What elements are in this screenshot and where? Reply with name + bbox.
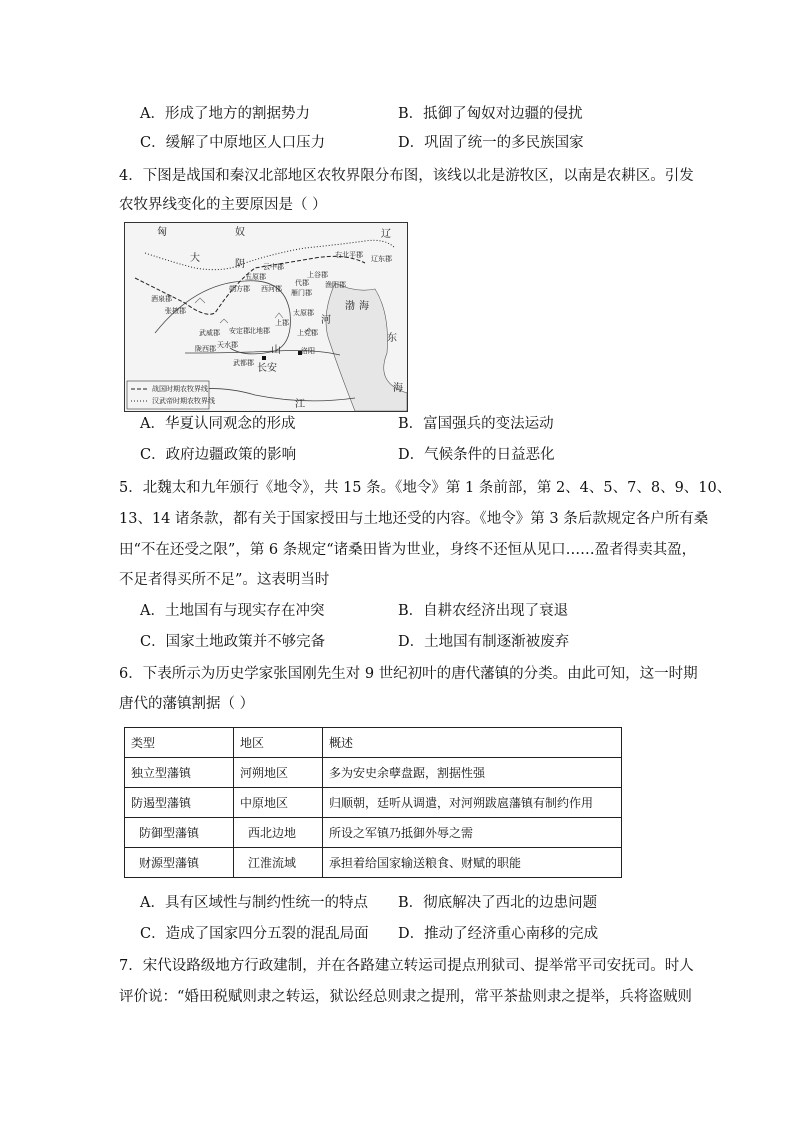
- q4-map-figure: [124, 222, 408, 412]
- table-header-cell: 概述: [323, 728, 622, 758]
- map-label-da: 大: [190, 253, 200, 264]
- map-label-wuwei: 武威郡: [199, 329, 220, 337]
- table-row: [125, 818, 622, 848]
- q5-stem-line-2: 13、14 诸条款，都有关于国家授田与土地还受的内容。《地令》第 3 条后款规定各户所有桑: [119, 511, 709, 527]
- q6-stem-line-1: 6．下表所示为历史学家张国刚先生对 9 世纪初叶的唐代藩镇的分类。由此可知，这一时期: [119, 666, 698, 682]
- table-cell: 独立型藩镇: [125, 758, 234, 788]
- map-legend-han: 汉武帝时期农牧界线: [152, 397, 215, 405]
- q5-stem-line-3: 田“不在还受之限”，第 6 条规定“诸桑田皆为世业，身终不还恒从见口……盈者得卖其盈，: [119, 542, 697, 558]
- q4-option-d: D．气候条件的日益恶化: [398, 447, 555, 463]
- map-label-yanmen: 雁门郡: [291, 289, 312, 297]
- map-label-zhangye: 张掖郡: [165, 307, 186, 315]
- map-label-xiong: 匈: [157, 227, 167, 238]
- map-label-nu: 奴: [235, 227, 245, 238]
- map-label-anding: 安定郡: [229, 327, 250, 335]
- map-label-taiyuan: 太原郡: [293, 309, 314, 317]
- q7-stem-line-1: 7．宋代设路级地方行政建制，并在各路建立转运司提点刑狱司、提举常平司安抚司。时人: [119, 958, 694, 974]
- map-label-changan: 长安: [257, 363, 277, 374]
- table-cell: 归顺朝，廷听从调遣，对河朔跋扈藩镇有制约作用: [323, 788, 622, 818]
- map-label-yunzhong: 云中郡: [263, 263, 284, 271]
- map-legend-warring-states: 战国时期农牧界线: [152, 385, 208, 393]
- table-cell: 多为安史余孽盘踞，割据性强: [323, 758, 622, 788]
- table-cell: 财源型藩镇: [125, 848, 234, 878]
- q5-stem-line-4: 不足者得买所不足”。这表明当时: [119, 572, 330, 588]
- map-label-jiuquan: 酒泉郡: [151, 295, 172, 303]
- q6-option-d: D．推动了经济重心南移的完成: [398, 926, 599, 942]
- q5-option-c: C．国家土地政策并不够完备: [140, 634, 326, 650]
- map-label-youbeiping: 右北平郡: [335, 251, 363, 259]
- q5-option-a: A．土地国有与现实存在冲突: [140, 603, 325, 619]
- map-label-wudu: 武都郡: [233, 359, 254, 367]
- table-header-cell: 类型: [125, 728, 234, 758]
- q6-option-a: A．具有区域性与制约性统一的特点: [140, 895, 368, 911]
- map-label-daijun: 代郡: [295, 279, 309, 287]
- q5-option-b: B．自耕农经济出现了衰退: [398, 603, 569, 619]
- table-cell: 西北边地: [234, 818, 323, 848]
- table-row: [125, 788, 622, 818]
- map-label-shangdang: 上党郡: [297, 329, 318, 337]
- table-cell: 承担着给国家输送粮食、财赋的职能: [323, 848, 622, 878]
- map-label-beidi: 北地郡: [249, 327, 270, 335]
- map-label-xihe: 西河郡: [261, 285, 282, 293]
- q5-stem-line-1: 5．北魏太和九年颁行《地令》，共 15 条。《地令》第 1 条前部，第 2、4、5、7、8、9、10、: [119, 480, 732, 496]
- q3-option-c: C．缓解了中原地区人口压力: [140, 135, 326, 151]
- q4-stem-line-2: 农牧界线变化的主要原因是（ ）: [119, 197, 327, 213]
- q4-option-c: C．政府边疆政策的影响: [140, 447, 297, 463]
- map-label-liao: 辽: [381, 229, 391, 240]
- table-header-cell: 地区: [234, 728, 323, 758]
- map-label-shuofang: 朔方郡: [229, 285, 250, 293]
- table-cell: 防御型藩镇: [125, 818, 234, 848]
- map-label-shan: 山: [271, 345, 281, 356]
- map-drawing: [125, 223, 407, 411]
- map-label-shangjun: 上郡: [275, 319, 289, 327]
- map-label-shanggu: 上谷郡: [307, 271, 328, 279]
- fanzhen-classification-table: [124, 727, 622, 878]
- table-cell: 江淮流域: [234, 848, 323, 878]
- map-label-yin: 阴: [235, 259, 245, 270]
- map-label-tianshui: 天水郡: [217, 341, 238, 349]
- q4-option-b: B．富国强兵的变法运动: [398, 416, 554, 432]
- table-cell: 所设之军镇乃抵御外辱之需: [323, 818, 622, 848]
- table-cell: 河朔地区: [234, 758, 323, 788]
- table-header-row: [125, 728, 622, 758]
- q3-option-b: B．抵御了匈奴对边疆的侵扰: [398, 106, 583, 122]
- map-label-liaodong: 辽东郡: [371, 255, 392, 263]
- table-cell: 中原地区: [234, 788, 323, 818]
- map-label-yuyang: 渔阳郡: [325, 281, 346, 289]
- map-label-luoyang: 洛阳: [301, 347, 315, 355]
- table-cell: 防遏型藩镇: [125, 788, 234, 818]
- table-row: [125, 758, 622, 788]
- map-label-longxi: 陇西郡: [195, 345, 216, 353]
- q3-option-a: A．形成了地方的割据势力: [140, 106, 310, 122]
- q5-option-d: D．土地国有制逐渐被废弃: [398, 634, 570, 650]
- map-label-wuyuan: 五原郡: [245, 273, 266, 281]
- map-label-hai: 海: [359, 301, 369, 312]
- q4-option-a: A．华夏认同观念的形成: [140, 416, 296, 432]
- map-label-dong: 东: [387, 333, 397, 344]
- q6-option-b: B．彻底解决了西北的边患问题: [398, 895, 598, 911]
- q6-option-c: C．造成了国家四分五裂的混乱局面: [140, 926, 369, 942]
- map-label-hai2: 海: [393, 383, 403, 394]
- q4-stem-line-1: 4．下图是战国和秦汉北部地区农牧界限分布图，该线以北是游牧区，以南是农耕区。引发: [119, 168, 694, 184]
- map-label-jiang: 江: [295, 399, 305, 410]
- q3-option-d: D．巩固了统一的多民族国家: [398, 135, 584, 151]
- q6-stem-line-2: 唐代的藩镇割据（ ）: [119, 696, 255, 712]
- table-row: [125, 848, 622, 878]
- q7-stem-line-2: 评价说：“婚田税赋则隶之转运，狱讼经总则隶之提刑，常平茶盐则隶之提举，兵将盗贼则: [119, 989, 692, 1005]
- map-label-bo: 渤: [345, 301, 355, 312]
- map-label-he: 河: [321, 315, 331, 326]
